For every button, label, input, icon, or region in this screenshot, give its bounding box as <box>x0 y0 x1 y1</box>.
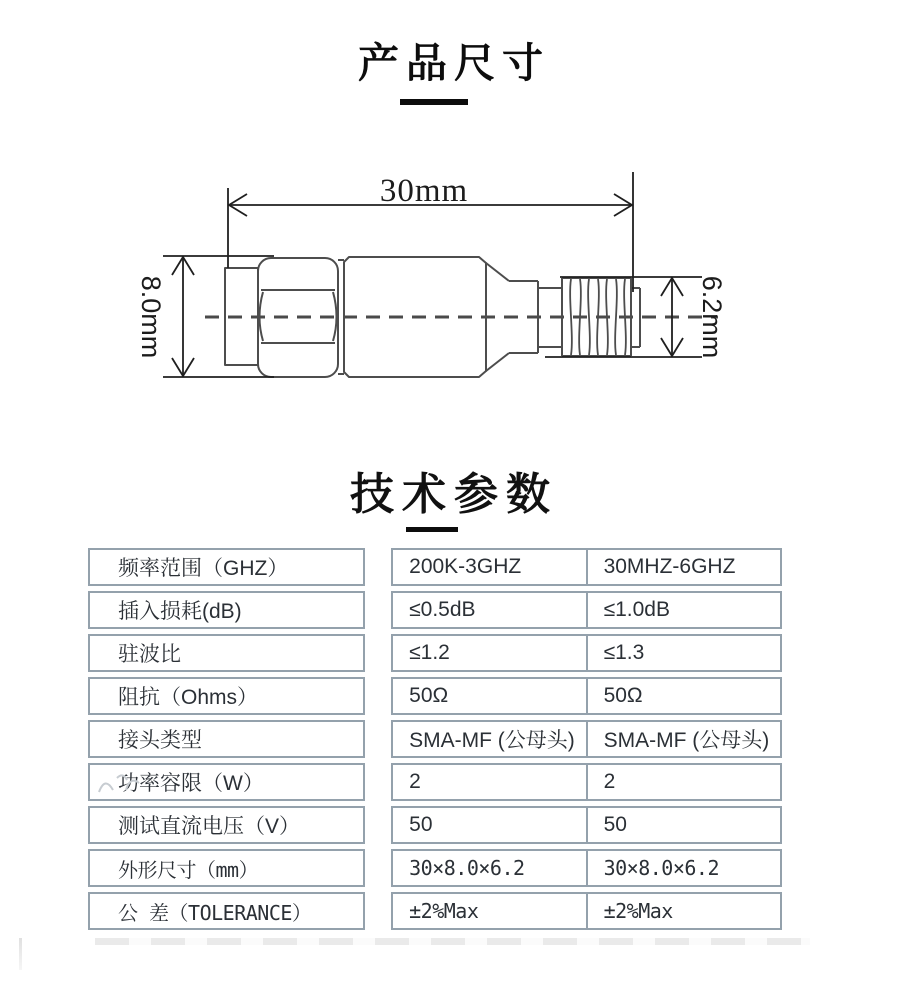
spec-value-col2: 30×8.0×6.2 <box>586 851 780 885</box>
dim-30mm-label: 30mm <box>379 173 469 209</box>
spec-value-col1: 200K-3GHZ <box>409 555 522 578</box>
spec-row-impedance <box>88 677 782 715</box>
spec-values <box>391 806 782 844</box>
spec-values <box>391 634 782 672</box>
spec-row-tolerance <box>88 892 782 930</box>
spec-value-col1: 2 <box>409 770 421 793</box>
spec-label: 频率范围（GHZ） <box>88 548 365 586</box>
spec-row-vswr <box>88 634 782 672</box>
dimensions-section-title: 产品尺寸 <box>358 40 550 86</box>
spec-value-col2: 50Ω <box>586 679 780 713</box>
spec-value-col1: ≤1.2 <box>409 641 450 664</box>
spec-label: 接头类型 <box>88 720 365 758</box>
spec-value-col1: 50 <box>409 813 433 836</box>
spec-label: 插入损耗(dB) <box>88 591 365 629</box>
faded-watermark-artifact <box>94 768 146 800</box>
spec-values <box>391 892 782 930</box>
bottom-fade-strip <box>95 938 810 945</box>
spec-value-col1: 50Ω <box>409 684 449 707</box>
spec-row-frequency-range <box>88 548 782 586</box>
spec-row-power-rating <box>88 763 782 801</box>
spec-value-col1: 30×8.0×6.2 <box>409 856 525 880</box>
spec-values <box>391 548 782 586</box>
spec-label: 测试直流电压（V） <box>88 806 365 844</box>
spec-value-col2: 2 <box>586 765 780 799</box>
spec-label: 公 差（TOLERANCE） <box>88 892 365 930</box>
spec-value-col2: ≤1.3 <box>586 636 780 670</box>
spec-label: 驻波比 <box>88 634 365 672</box>
spec-row-test-dc-voltage <box>88 806 782 844</box>
specs-title-underline <box>406 527 458 532</box>
spec-values <box>391 849 782 887</box>
spec-value-col1: SMA-MF (公母头) <box>409 729 575 752</box>
spec-value-col1: ≤0.5dB <box>409 598 476 621</box>
spec-table <box>88 548 782 935</box>
spec-value-col2: ±2%Max <box>586 894 780 928</box>
spec-value-col2: 30MHZ-6GHZ <box>586 550 780 584</box>
dimensions-title-underline <box>400 99 468 105</box>
spec-value-col1: ±2%Max <box>409 899 479 923</box>
left-edge-artifact <box>19 938 22 970</box>
spec-value-col2: 50 <box>586 808 780 842</box>
spec-label: 外形尺寸（mm） <box>88 849 365 887</box>
spec-label: 阻抗（Ohms） <box>88 677 365 715</box>
spec-values <box>391 677 782 715</box>
spec-label: 功率容限（W） <box>88 763 365 801</box>
dim-6-2mm-label: 6.2mm <box>697 275 727 359</box>
spec-value-col2: SMA-MF (公母头) <box>586 722 780 756</box>
spec-values <box>391 591 782 629</box>
spec-row-outline-size <box>88 849 782 887</box>
specs-section-title: 技术参数 <box>350 470 558 519</box>
dimension-diagram <box>60 150 780 440</box>
spec-value-col2: ≤1.0dB <box>586 593 780 627</box>
dim-8mm-label: 8.0mm <box>136 275 166 359</box>
spec-values <box>391 763 782 801</box>
spec-values <box>391 720 782 758</box>
spec-row-connector-type <box>88 720 782 758</box>
spec-row-insertion-loss <box>88 591 782 629</box>
